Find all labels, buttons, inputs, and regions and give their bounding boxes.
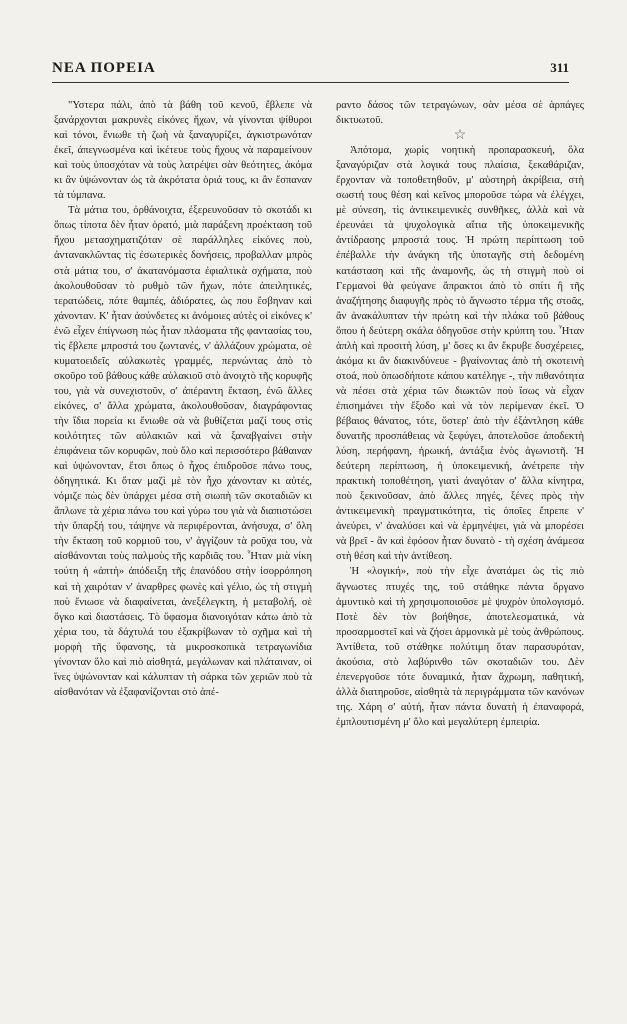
section-separator-star: ☆ (453, 128, 467, 144)
right-column (336, 98, 584, 730)
paragraph: Τὰ μάτια του, ὀρθάνοιχτα, ἐξερευνοῦσαν τὸ σκοτάδι κι ὅπως τίποτα δὲν ἦταν ὁρατό, μιὰ παράξενη προέκταση τοῦ ἤχου μετασχηματιζόταν σὲ παράλληλες εἰκόνες ποὺ, ἀντανακλῶντας τὶς ἐσωτερικὲς δονήσεις, προβαλλαν μπρὸς στὰ μάτια του, σ' ἀκατανόμαστα ἐφιαλτικὰ σχήματα, ποὺ ἀκολουθοῦσαν τὸ ρυθμὸ τῶν ἤχων, πότε ἀπειλητικές, τερατώδεις, πότε θαμπές, ἀδιόρατες, ὡς που ἔσβηναν καὶ χάνονταν. Κ' ἦταν ἀσύνδετες κι ἀνόμοιες αὐτὲς οἱ εἰκόνες κ' ἐνῶ εἶχεν ἐπίγνωση πὼς ἦταν πλάσματα τῆς φαντασίας του, τὶς ἔβλεπε μπροστά του ζωντανές, ν' ἀλλάζουν χρώματα, σὲ κυματοειδεῖς αὐλακωτὲς γραμμές, περνώντας ἀπὸ τὸ σκοῦρο τοῦ βάθους κάθε αὐλακιοῦ στὸ ἀνοιχτὸ τῆς κορυφῆς του, γιὰ νὰ συνεχιστοῦν, σ' ἀπέραντη ἔκταση, ἐνῶ ἄλλες εἰκόνες, σ' ἄλλα χρώματα, ἀκολουθοῦσαν, διαγράφοντας τὴν ἴδια πορεία κι ἔνιωθε σὰ νὰ βυθίζεται μαζί τους στὶς κοιλότητες τῶν αὐλακιῶν καὶ νὰ ξαναβγαίνει στὴν ἐπιφάνεια τῶν κορυφῶν, ποὺ ὅλο καὶ περισσότερο βάθαιναν καὶ ὑψώνονταν, ἔτσι ὅπως ὁ ἦχος ἐπιδροῦσε πάνω τους, ὁδηγητικά. Κι ὅταν μαζὶ μὲ τὸν ἦχο χάνονταν κι αὐτές, νόμιζε πὼς δὲν ὑπάρχει μέσα στὴ σιωπὴ τῶν σκοταδιῶν κι ἅπλωνε τὰ χέρια πάνω του καὶ γύρω του γιὰ νὰ διαπιστώσει τὴν ὕπαρξή του, τάψηνε νὰ περιφέρονται, ἀνήσυχα, σ' ὅλη τὴν ἔκταση τοῦ κορμιοῦ του, ν' ἀγγίζουν τὰ ροῦχα του, νὰ αἰσθάνονται τοὺς παλμοὺς τῆς καρδιᾶς του. Ἦταν μιὰ νίκη τούτη ἡ «ἀπτὴ» ἀπόδειξη τῆς ἐπανόδου στὴν ἰσορρόπηση καὶ τὴ χαιρόταν ν' ἀναρθρες φωνὲς καὶ γέλιο, ὡς τὴ στιγμὴ ποὺ ἔνιωσε νὰ διαφαίνεται, ἀνεξέλεγκτη, ἡ μεταβολή, σὲ ὄγκο καὶ διαστάσεις. Τὸ ὕφασμα διανοιγόταν κάτω ἀπὸ τὰ χέρια του, τὰ δάχτυλά του ἐξακρίβωναν τὸ σχῆμα καὶ τὴ μορφὴ τῆς ὕφανσης, τὰ μικροσκοπικὰ τετραγωνίδια γίνονταν ὅλο καὶ πιὸ αἰσθητά, μεγάλωναν καὶ πλάταιναν, οἱ ἴνες ὑψώνονταν καὶ κάλυπταν τὴ σάρκα τῶν χεριῶν ποὺ τὰ αἰσθανόταν νὰ ἐξαφανίζονται στὸ ἀπέ- (54, 205, 312, 698)
paragraph-continuation: ραντο δάσος τῶν τετραγώνων, σὰν μέσα σὲ ἁρπάγες δικτυωτοῦ. (336, 100, 584, 127)
running-header (52, 60, 569, 83)
page-number: 311 (550, 60, 569, 75)
journal-title: ΝΕΑ ΠΟΡΕΙΑ (52, 60, 156, 76)
paragraph: Ἀπότομα, χωρὶς νοητικὴ προπαρασκευή, ὅλα ξαναγύριζαν στὰ λογικά τους πλαίσια, ξεκαθάριζαν, ἔρχονταν νὰ τοποθετηθοῦν, μ' αὐστηρὴ ἀκρίβεια, στὴ σωστή τους θέση καὶ κεῖνος μποροῦσε τώρα νὰ ἐλέγχει, μὲ σύνεση, τὶς ἀντικειμενικὲς συνθῆκες, ἀλλὰ καὶ νὰ ἐρευνάει τὰ ψυχολογικὰ αἴτια τῆς ὑποκειμενικῆς ἀντίδρασης μπροστά τους. Ἡ πρώτη περίπτωση τοῦ ἐπέβαλλε τὴν ἀνάγκη τῆς ὑποταγῆς στὴ δεδομένη κατάσταση καὶ τῆς ἀναμονῆς, ὡς τὴ στιγμὴ ποὺ οἱ Γερμανοὶ θὰ φεύγανε ἄπρακτοι ἀπὸ τὸ σπίτι ἢ τῆς ἀναζήτησης διαφυγῆς πρὸς τὸ ἄγνωστο τέρμα τῆς στοᾶς, ἂν ἀνακάλυπταν τὴν πρώτη καὶ τὴν πλάκα τοῦ βάθους ὅπου ἡ δεύτερη σκάλα ὁδηγοῦσε στὴν κρύπτη του. Ἦταν ἁπλὴ καὶ προσιτὴ λύση, μ' ὅσες κι ἂν ἔκρυβε δυσχέρειες, ἀκόμα κι ἂν διακινδύνευε - βγαίνοντας ἀπὸ τὴ σκοτεινὴ στοά, ποὺ ὁπωσδήποτε κάπου κατέληγε -, τὴν πιθανότητα νὰ πέσει στὰ χέρια τῶν διωκτῶν ποὺ ἴσως νὰ εἶχαν ἐπισημάνει τὴν ἔξοδο καὶ νὰ τὸν περίμεναν ἐκεῖ. Ὁ βέβαιος θάνατος, τότε, ὕστερ' ἀπὸ τὴν ἐξάντληση κάθε δυνατῆς προσπάθειας νὰ ξεφύγει, ἀποτελοῦσε ἀποδεκτὴ λύση, περήφανη, ἡρωική, ἀντάξια ἑνὸς ἀγωνιστῆ. Ἡ δεύτερη περίπτωση, ἡ ὑποκειμενική, ἀνέτρεπε τὴν πρακτικὴ τοποθέτηση, γιατὶ ἀναγόταν σ' ἄλλα κίνητρα, ποὺ ξεκινοῦσαν, ἀπὸ ἄλλες πηγές, ξένες πρὸς τὴν ἀντικειμενικὴ πραγματικότητα, τὶς ὁποῖες ἔπρεπε ν' ἀνεύρει, ν' ἀναλύσει καὶ νὰ ἑρμηνέψει, γιὰ νὰ μπορέσει νὰ βρεῖ - ἂν καὶ ἐφόσον ἦταν δυνατὸ - τὴ σχέση ἀνάμεσα στὴ θέση καὶ τὴν ἀντίθεση. (336, 145, 584, 563)
left-column (54, 98, 312, 700)
paragraph: Ἡ «λογική», ποὺ τὴν εἶχε ἀνατάμει ὡς τὶς πιὸ ἄγνωστες πτυχές της, τοῦ στάθηκε πάντα ὄργανο ἀμυντικὸ καὶ τὴ χρησιμοποιοῦσε μὲ ψυχρὸν ὑπολογισμό. Ποτὲ δὲν τὸν βοήθησε, ἀποτελεσματικά, νὰ προσαρμοστεῖ καὶ νὰ ζήσει ἁρμονικὰ μὲ τοὺς ἀνθρώπους. Ἀντίθετα, τοῦ στάθηκε πολύτιμη ὅταν παρασυρόταν, ἀκούσια, στὸ λαβύρινθο τῶν σκοταδιῶν του. Δὲν ἐπενεργοῦσε τότε δυναμικά, ἦταν ἄχρωμη, παθητική, ἀλλὰ διατηροῦσε, αἰσθητὰ τὰ περιγράμματα τῶν κανόνων της. Χάρη σ' αὐτή, ἦταν πάντα δυνατὴ ἡ ἐπαναφορά, ἐμπλουτισμένη μ' ὅλο καὶ μεγαλύτερη ἐμπειρία. (336, 566, 584, 728)
paragraph: "Υστερα πάλι, ἀπὸ τὰ βάθη τοῦ κενοῦ, ἔβλεπε νὰ ξανάρχονται μακρυνὲς εἰκόνες ἤχων, νὰ γίνονται ψίθυροι καὶ τόνοι, ἔνιωθε τὴ ζωὴ νὰ ξαναγυρίζει, ἀγκιστρωνόταν ἐκεῖ, ἀπεγνωσμένα καὶ ἱκέτευε τοὺς ἤχους νὰ παραμείνουν καὶ τοὺς ὑποσχόταν νὰ τοὺς λατρέψει σὰν θεότητες, ἀκόμα κι ἂν ὑψώνονταν ὡς τὰ ἀκρότατα ὁριά τους, κι ἂν ἔσπαναν τὰ τύμπανα. (54, 100, 312, 202)
